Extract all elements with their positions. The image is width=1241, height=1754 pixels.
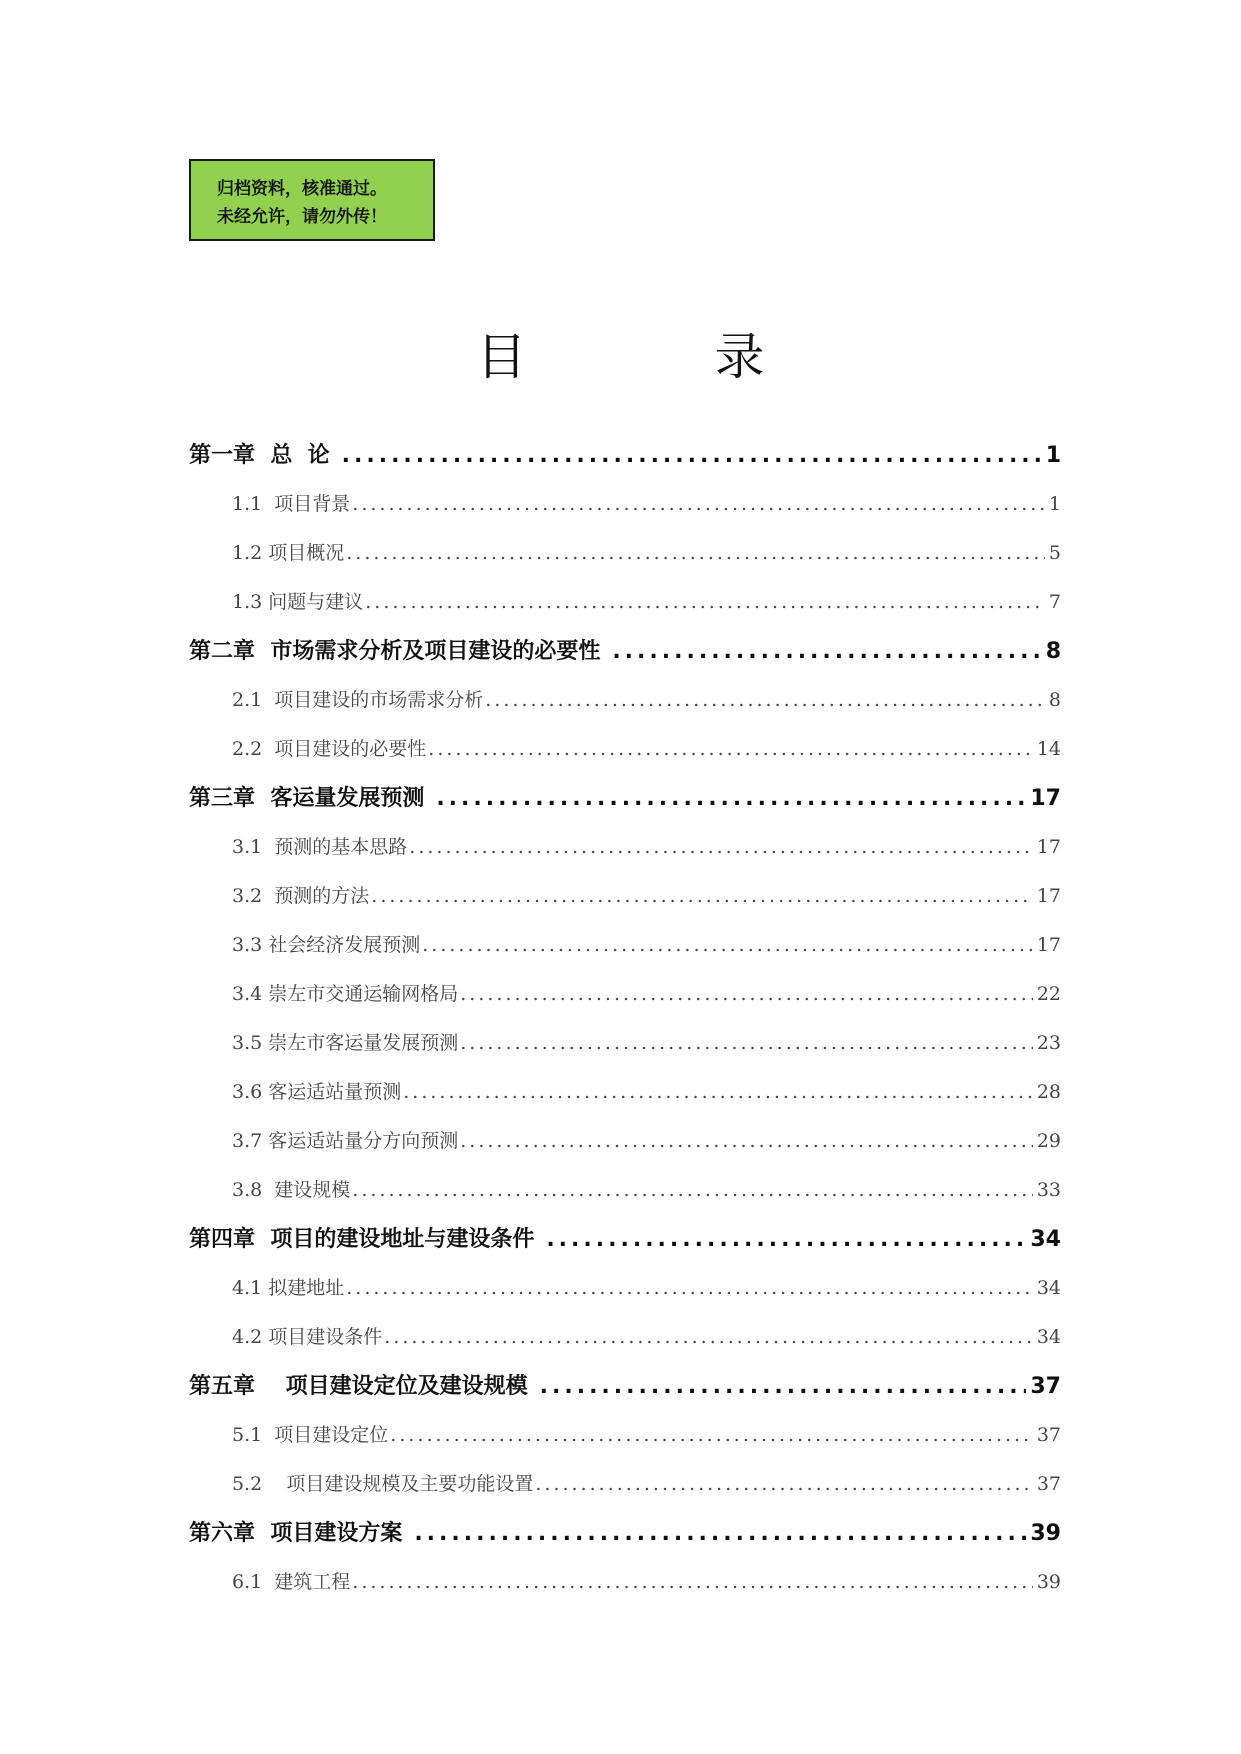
toc-dot-leader — [352, 1558, 1033, 1607]
toc-page-number: 1 — [1048, 493, 1061, 515]
toc-dot-leader — [352, 1166, 1033, 1215]
toc-section-entry[interactable] — [189, 1166, 1061, 1215]
toc-entry-label: 3.4 崇左市交通运输网格局 — [232, 983, 459, 1005]
toc-section-entry[interactable] — [189, 921, 1061, 970]
toc-entry-label: 1.3 问题与建议 — [232, 591, 364, 613]
toc-page-number: 34 — [1036, 1277, 1061, 1299]
toc-page-number: 17 — [1030, 786, 1061, 811]
toc-dot-leader — [485, 676, 1045, 725]
toc-page-number: 17 — [1036, 934, 1061, 956]
toc-entry-label: 3.7 客运适站量分方向预测 — [232, 1130, 459, 1152]
page-title: 目 录 — [476, 328, 851, 386]
toc-dot-leader — [371, 872, 1033, 921]
toc-section-entry[interactable] — [189, 480, 1061, 529]
toc-dot-leader — [422, 921, 1033, 970]
toc-section-entry[interactable] — [189, 676, 1061, 725]
toc-page-number: 17 — [1036, 836, 1061, 858]
toc-chapter-entry[interactable] — [189, 774, 1061, 823]
toc-entry-label: 5.2 项目建设规模及主要功能设置 — [232, 1473, 534, 1495]
toc-dot-leader — [403, 1068, 1033, 1117]
toc-entry-label: 3.5 崇左市客运量发展预测 — [232, 1032, 459, 1054]
toc-dot-leader — [346, 529, 1045, 578]
toc-entry-label: 第四章 项目的建设地址与建设条件 — [189, 1227, 535, 1252]
toc-page-number: 29 — [1036, 1130, 1061, 1152]
toc-dot-leader — [414, 1509, 1026, 1558]
toc-entry-label: 2.1 项目建设的市场需求分析 — [232, 689, 484, 711]
toc-section-entry[interactable] — [189, 578, 1061, 627]
toc-section-entry[interactable] — [189, 823, 1061, 872]
toc-section-entry[interactable] — [189, 1068, 1061, 1117]
toc-entry-label: 3.6 客运适站量预测 — [232, 1081, 402, 1103]
toc-page-number: 37 — [1036, 1424, 1061, 1446]
toc-entry-label: 3.8 建设规模 — [232, 1179, 351, 1201]
toc-entry-label: 4.1 拟建地址 — [232, 1277, 345, 1299]
toc-dot-leader — [546, 1215, 1026, 1264]
toc-entry-label: 3.3 社会经济发展预测 — [232, 934, 421, 956]
toc-entry-label: 第一章 总 论 — [189, 443, 330, 468]
toc-entry-label: 3.2 预测的方法 — [232, 885, 370, 907]
toc-dot-leader — [390, 1411, 1033, 1460]
toc-dot-leader — [409, 823, 1033, 872]
toc-section-entry[interactable] — [189, 1313, 1061, 1362]
toc-section-entry[interactable] — [189, 1411, 1061, 1460]
toc-dot-leader — [346, 1264, 1033, 1313]
toc-page-number: 8 — [1048, 689, 1061, 711]
toc-section-entry[interactable] — [189, 1117, 1061, 1166]
toc-dot-leader — [612, 627, 1041, 676]
toc-dot-leader — [342, 431, 1042, 480]
stamp-line-2: 未经允许，请勿外传！ — [217, 207, 387, 227]
toc-entry-label: 3.1 预测的基本思路 — [232, 836, 408, 858]
toc-page-number: 1 — [1045, 443, 1061, 468]
toc-dot-leader — [535, 1460, 1032, 1509]
toc-entry-label: 第三章 客运量发展预测 — [189, 786, 425, 811]
toc-page-number: 39 — [1030, 1521, 1061, 1546]
archive-stamp — [189, 159, 435, 241]
toc-page-number: 23 — [1036, 1032, 1061, 1054]
toc-page-number: 7 — [1048, 591, 1061, 613]
toc-chapter-entry[interactable] — [189, 1509, 1061, 1558]
toc-page-number: 34 — [1030, 1227, 1061, 1252]
toc-dot-leader — [460, 1117, 1033, 1166]
toc-section-entry[interactable] — [189, 1460, 1061, 1509]
toc-page-number: 22 — [1036, 983, 1061, 1005]
toc-entry-label: 6.1 建筑工程 — [232, 1571, 351, 1593]
toc-chapter-entry[interactable] — [189, 1362, 1061, 1411]
toc-chapter-entry[interactable] — [189, 1215, 1061, 1264]
toc-section-entry[interactable] — [189, 529, 1061, 578]
toc-entry-label: 2.2 项目建设的必要性 — [232, 738, 427, 760]
toc-page-number: 8 — [1045, 639, 1061, 664]
toc-dot-leader — [436, 774, 1026, 823]
toc-dot-leader — [352, 480, 1045, 529]
toc-dot-leader — [540, 1362, 1027, 1411]
toc-chapter-entry[interactable] — [189, 431, 1061, 480]
toc-dot-leader — [460, 970, 1033, 1019]
toc-section-entry[interactable] — [189, 1264, 1061, 1313]
toc-section-entry[interactable] — [189, 1558, 1061, 1607]
toc-entry-label: 第二章 市场需求分析及项目建设的必要性 — [189, 639, 601, 664]
toc-page-number: 17 — [1036, 885, 1061, 907]
toc-entry-label: 1.2 项目概况 — [232, 542, 345, 564]
toc-entry-label: 1.1 项目背景 — [232, 493, 351, 515]
toc-dot-leader — [428, 725, 1033, 774]
toc-section-entry[interactable] — [189, 970, 1061, 1019]
toc-section-entry[interactable] — [189, 872, 1061, 921]
toc-entry-label: 第五章 项目建设定位及建设规模 — [189, 1374, 528, 1399]
toc-dot-leader — [365, 578, 1045, 627]
toc-page-number: 34 — [1036, 1326, 1061, 1348]
table-of-contents — [189, 431, 1061, 1607]
toc-page-number: 37 — [1030, 1374, 1061, 1399]
toc-page-number: 37 — [1036, 1473, 1061, 1495]
toc-page-number: 28 — [1036, 1081, 1061, 1103]
stamp-line-1: 归档资料，核准通过。 — [217, 179, 387, 199]
toc-dot-leader — [384, 1313, 1033, 1362]
toc-page-number: 39 — [1036, 1571, 1061, 1593]
toc-entry-label: 第六章 项目建设方案 — [189, 1521, 403, 1546]
toc-page-number: 14 — [1036, 738, 1061, 760]
toc-chapter-entry[interactable] — [189, 627, 1061, 676]
toc-entry-label: 5.1 项目建设定位 — [232, 1424, 389, 1446]
toc-section-entry[interactable] — [189, 1019, 1061, 1068]
toc-section-entry[interactable] — [189, 725, 1061, 774]
toc-dot-leader — [460, 1019, 1033, 1068]
toc-page-number: 5 — [1048, 542, 1061, 564]
toc-entry-label: 4.2 项目建设条件 — [232, 1326, 383, 1348]
toc-page-number: 33 — [1036, 1179, 1061, 1201]
